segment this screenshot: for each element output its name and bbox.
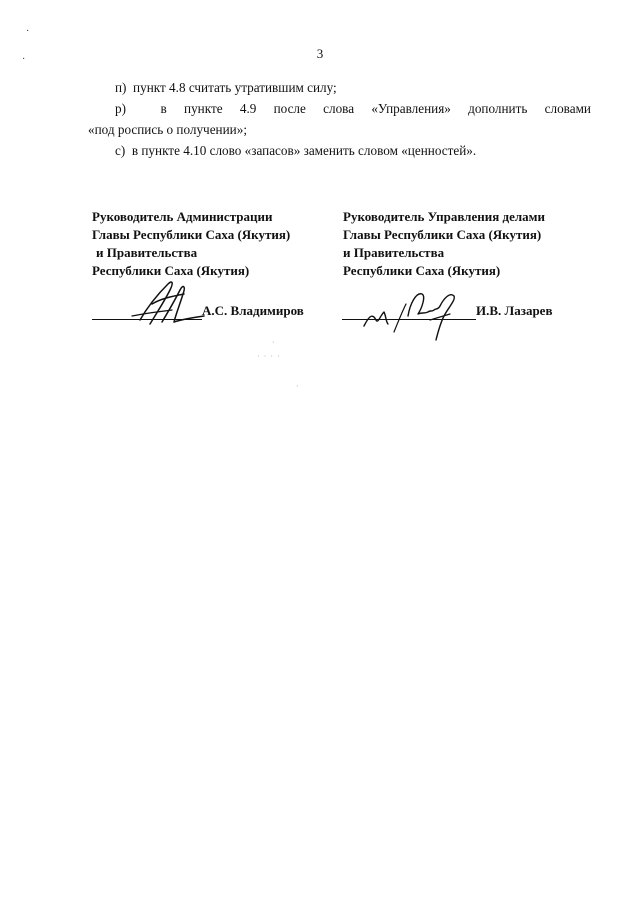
scan-artifact: · [22,54,26,65]
scan-artifact: · [272,338,275,347]
list-item [88,140,591,161]
page-number: 3 [316,46,324,61]
item-marker: с) [115,143,126,158]
signatory-title-left [92,208,290,280]
title-line: Главы Республики Саха (Якутия) [343,227,542,242]
item-text: в пункте 4.10 слово «запасов» заменить словом «ценностей». [131,143,477,158]
handwritten-signature-left [128,276,213,328]
signatory-name: А.С. Владимиров [202,303,304,318]
item-text: пункт 4.8 считать утратившим силу; [133,80,337,95]
item-line [88,98,591,119]
title-line: Республики Саха (Якутия) [343,263,501,278]
scan-artifact: · [26,26,30,37]
title-line: Руководитель Администрации [92,209,273,224]
title-line: Республики Саха (Якутия) [92,263,250,278]
signatory-name: И.В. Лазарев [476,303,553,318]
title-line: и Правительства [343,245,445,260]
signatory-title-right [343,208,545,280]
item-marker: р) [115,101,126,116]
item-text: в пункте 4.9 после слова «Управления» дополнить словами [160,101,591,116]
scan-artifact: · [296,382,299,391]
handwritten-signature-right [350,286,470,342]
title-line: и Правительства [96,245,198,260]
item-marker: п) [115,80,127,95]
title-line: Главы Республики Саха (Якутия) [92,227,291,242]
list-item [88,98,591,140]
title-line: Руководитель Управления делами [343,209,545,224]
scan-artifact: · · · · [257,352,280,361]
list-item [88,77,591,98]
item-line-continued: «под роспись о получении»; [88,122,247,137]
